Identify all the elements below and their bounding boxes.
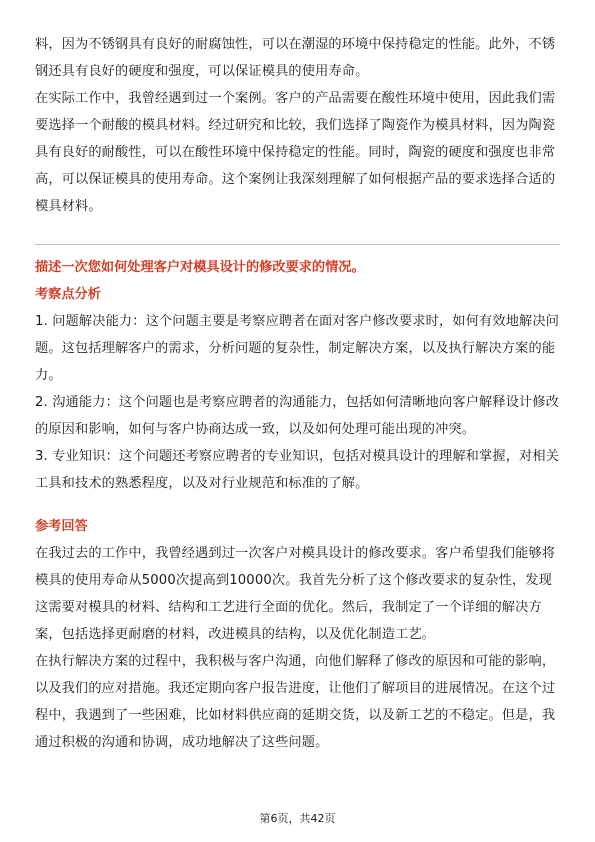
analysis-item: 1. 问题解决能力：这个问题主要是考察应聘者在面对客户修改要求时，如何有效地解决问题。这包括理解客户的需求，分析问题的复杂性，制定解决方案，以及执行解决方案的能力。 xyxy=(35,314,560,383)
analysis-item: 2. 沟通能力：这个问题也是考察应聘者的沟通能力，包括如何清晰地向客户解释设计修改的原因和影响，如何与客户协商达成一致，以及如何处理可能出现的冲突。 xyxy=(35,395,560,437)
answer-text-block xyxy=(35,540,560,756)
page-number: 第6页，共42页 xyxy=(259,812,336,825)
analysis-item: 3. 专业知识：这个问题还考察应聘者的专业知识，包括对模具设计的理解和掌握，对相关工具和技术的熟悉程度，以及对行业规范和标准的了解。 xyxy=(35,449,560,491)
analysis-title: 考察点分析 xyxy=(35,287,101,302)
body-paragraph: 料，因为不锈钢具有良好的耐腐蚀性，可以在潮湿的环境中保持稳定的性能。此外，不锈钢还具有良好的硬度和强度，可以保证模具的使用寿命。 xyxy=(35,37,556,79)
answer-title: 参考回答 xyxy=(35,519,88,534)
question-heading: 描述一次您如何处理客户对模具设计的修改要求的情况。 xyxy=(35,260,365,275)
body-paragraph: 在实际工作中，我曾经遇到过一个案例。客户的产品需要在酸性环境中使用，因此我们需要选择一个耐酸的模具材料。经过研究和比较，我们选择了陶瓷作为模具材料，因为陶瓷具有良好的耐酸性，可以在酸性环境中保持稳定的性能。同时，陶瓷的硬度和强度也非常高，可以保证模具的使用寿命。这个案例让我深刻理解了如何根据产品的要求选择合适的模具材料。 xyxy=(35,91,556,214)
top-text-block xyxy=(35,31,560,220)
answer-paragraph: 在执行解决方案的过程中，我积极与客户沟通，向他们解释了修改的原因和可能的影响，以及我们的应对措施。我还定期向客户报告进度，让他们了解项目的进展情况。在这个过程中，我遇到了一些困难，比如材料供应商的延期交货，以及新工艺的不稳定。但是，我通过积极的沟通和协调，成功地解决了这些问题。 xyxy=(35,654,556,750)
answer-paragraph: 在我过去的工作中，我曾经遇到过一次客户对模具设计的修改要求。客户希望我们能够将模具的使用寿命从5000次提高到10000次。我首先分析了这个修改要求的复杂性，发现这需要对模具的材料、结构和工艺进行全面的优化。然后，我制定了一个详细的解决方案，包括选择更耐磨的材料，改进模具的结构，以及优化制造工艺。 xyxy=(35,546,556,642)
section-divider xyxy=(35,244,560,245)
analysis-list xyxy=(35,308,560,497)
